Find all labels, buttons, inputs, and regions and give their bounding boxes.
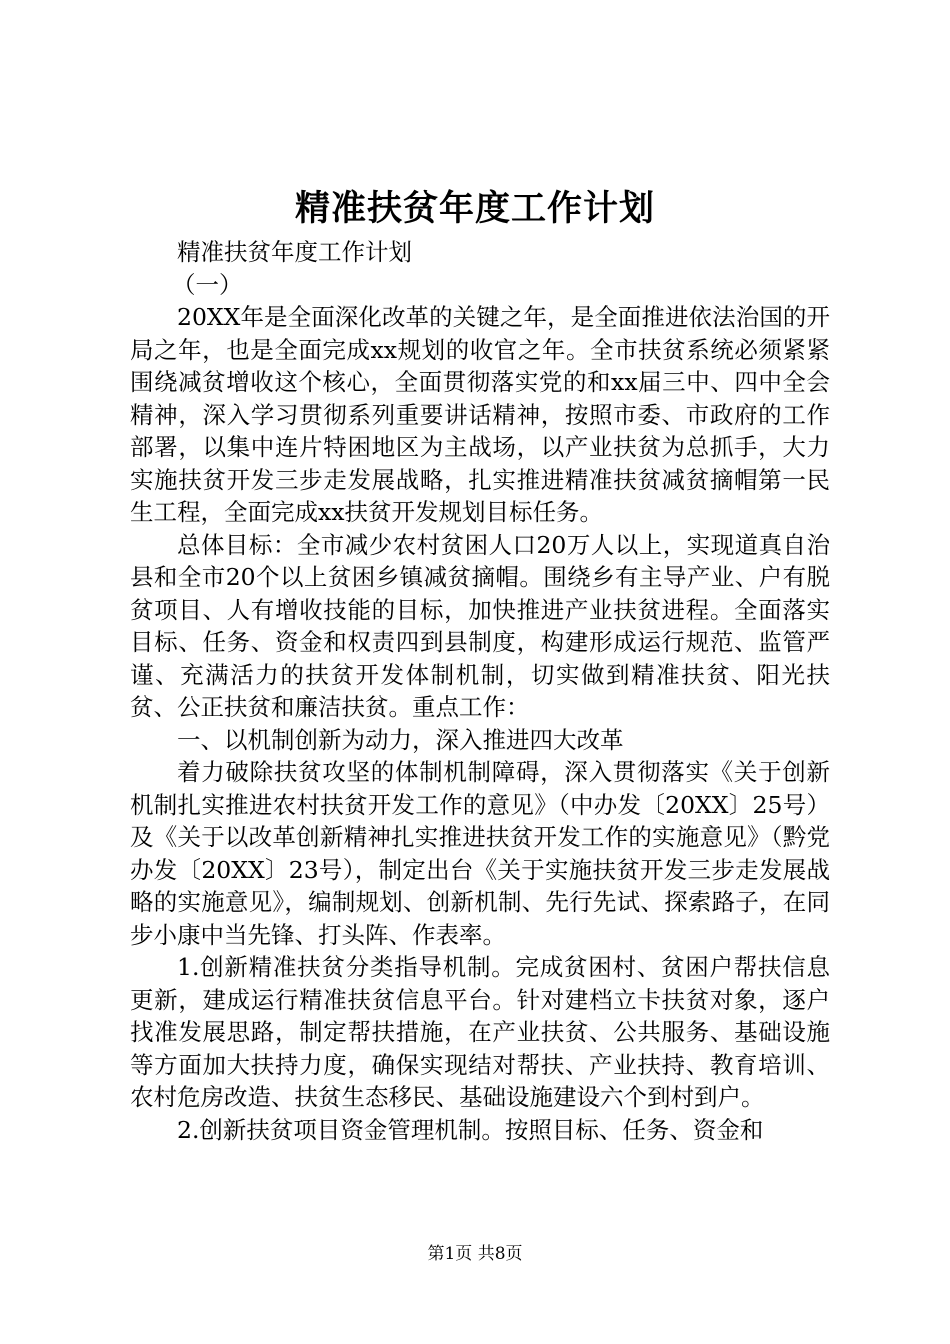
paragraph-intro: 20XX年是全面深化改革的关键之年，是全面推进依法治国的开局之年，也是全面完成xx规划的收官之年。全市扶贫系统必须紧紧围绕减贫增收这个核心，全面贯彻落实党的和xx届三中、四中全会精神，深入学习贯彻系列重要讲话精神，按照市委、市政府的工作部署，以集中连片特困地区为主战场，以产业扶贫为总抓手，大力实施扶贫开发三步走发展战略，扎实推进精准扶贫减贫摘帽第一民生工程，全面完成xx扶贫开发规划目标任务。 (130, 303, 830, 526)
document-body (130, 236, 830, 1146)
document-title: 精准扶贫年度工作计划 (294, 188, 655, 229)
paragraph-item-2: 2.创新扶贫项目资金管理机制。按照目标、任务、资金和 (177, 1115, 764, 1144)
page-footer: 第1页 共8页 (427, 1244, 523, 1264)
document-subtitle: 精准扶贫年度工作计划 (177, 238, 412, 266)
paragraph-reform: 着力破除扶贫攻坚的体制机制障碍，深入贯彻落实《关于创新机制扎实推进农村扶贫开发工作的意见》（中办发〔20XX〕25号）及《关于以改革创新精神扎实推进扶贫开发工作的实施意见》（黔党办发〔20XX〕23号），制定出台《关于实施扶贫开发三步走发展战略的实施意见》，编制规划、创新机制、先行先试、探索路子，在同步小康中当先锋、打头阵、作表率。 (130, 758, 830, 949)
paragraph-item-1: 1.创新精准扶贫分类指导机制。完成贫困村、贫困户帮扶信息更新，建成运行精准扶贫信息平台。针对建档立卡扶贫对象，逐户找准发展思路，制定帮扶措施，在产业扶贫、公共服务、基础设施等方面加大扶持力度，确保实现结对帮扶、产业扶持、教育培训、农村危房改造、扶贫生态移民、基础设施建设六个到村到户。 (130, 953, 830, 1111)
section-number: （一） (172, 270, 243, 299)
paragraph-overall-goal: 总体目标：全市减少农村贫困人口20万人以上，实现道真自治县和全市20个以上贫困乡镇减贫摘帽。围绕乡有主导产业、户有脱贫项目、人有增收技能的目标，加快推进产业扶贫进程。全面落实目标、任务、资金和权责四到县制度，构建形成运行规范、监管严谨、充满活力的扶贫开发体制机制，切实做到精准扶贫、阳光扶贫、公正扶贫和廉洁扶贫。重点工作： (130, 530, 830, 721)
section-heading-1: 一、以机制创新为动力，深入推进四大改革 (177, 725, 624, 754)
